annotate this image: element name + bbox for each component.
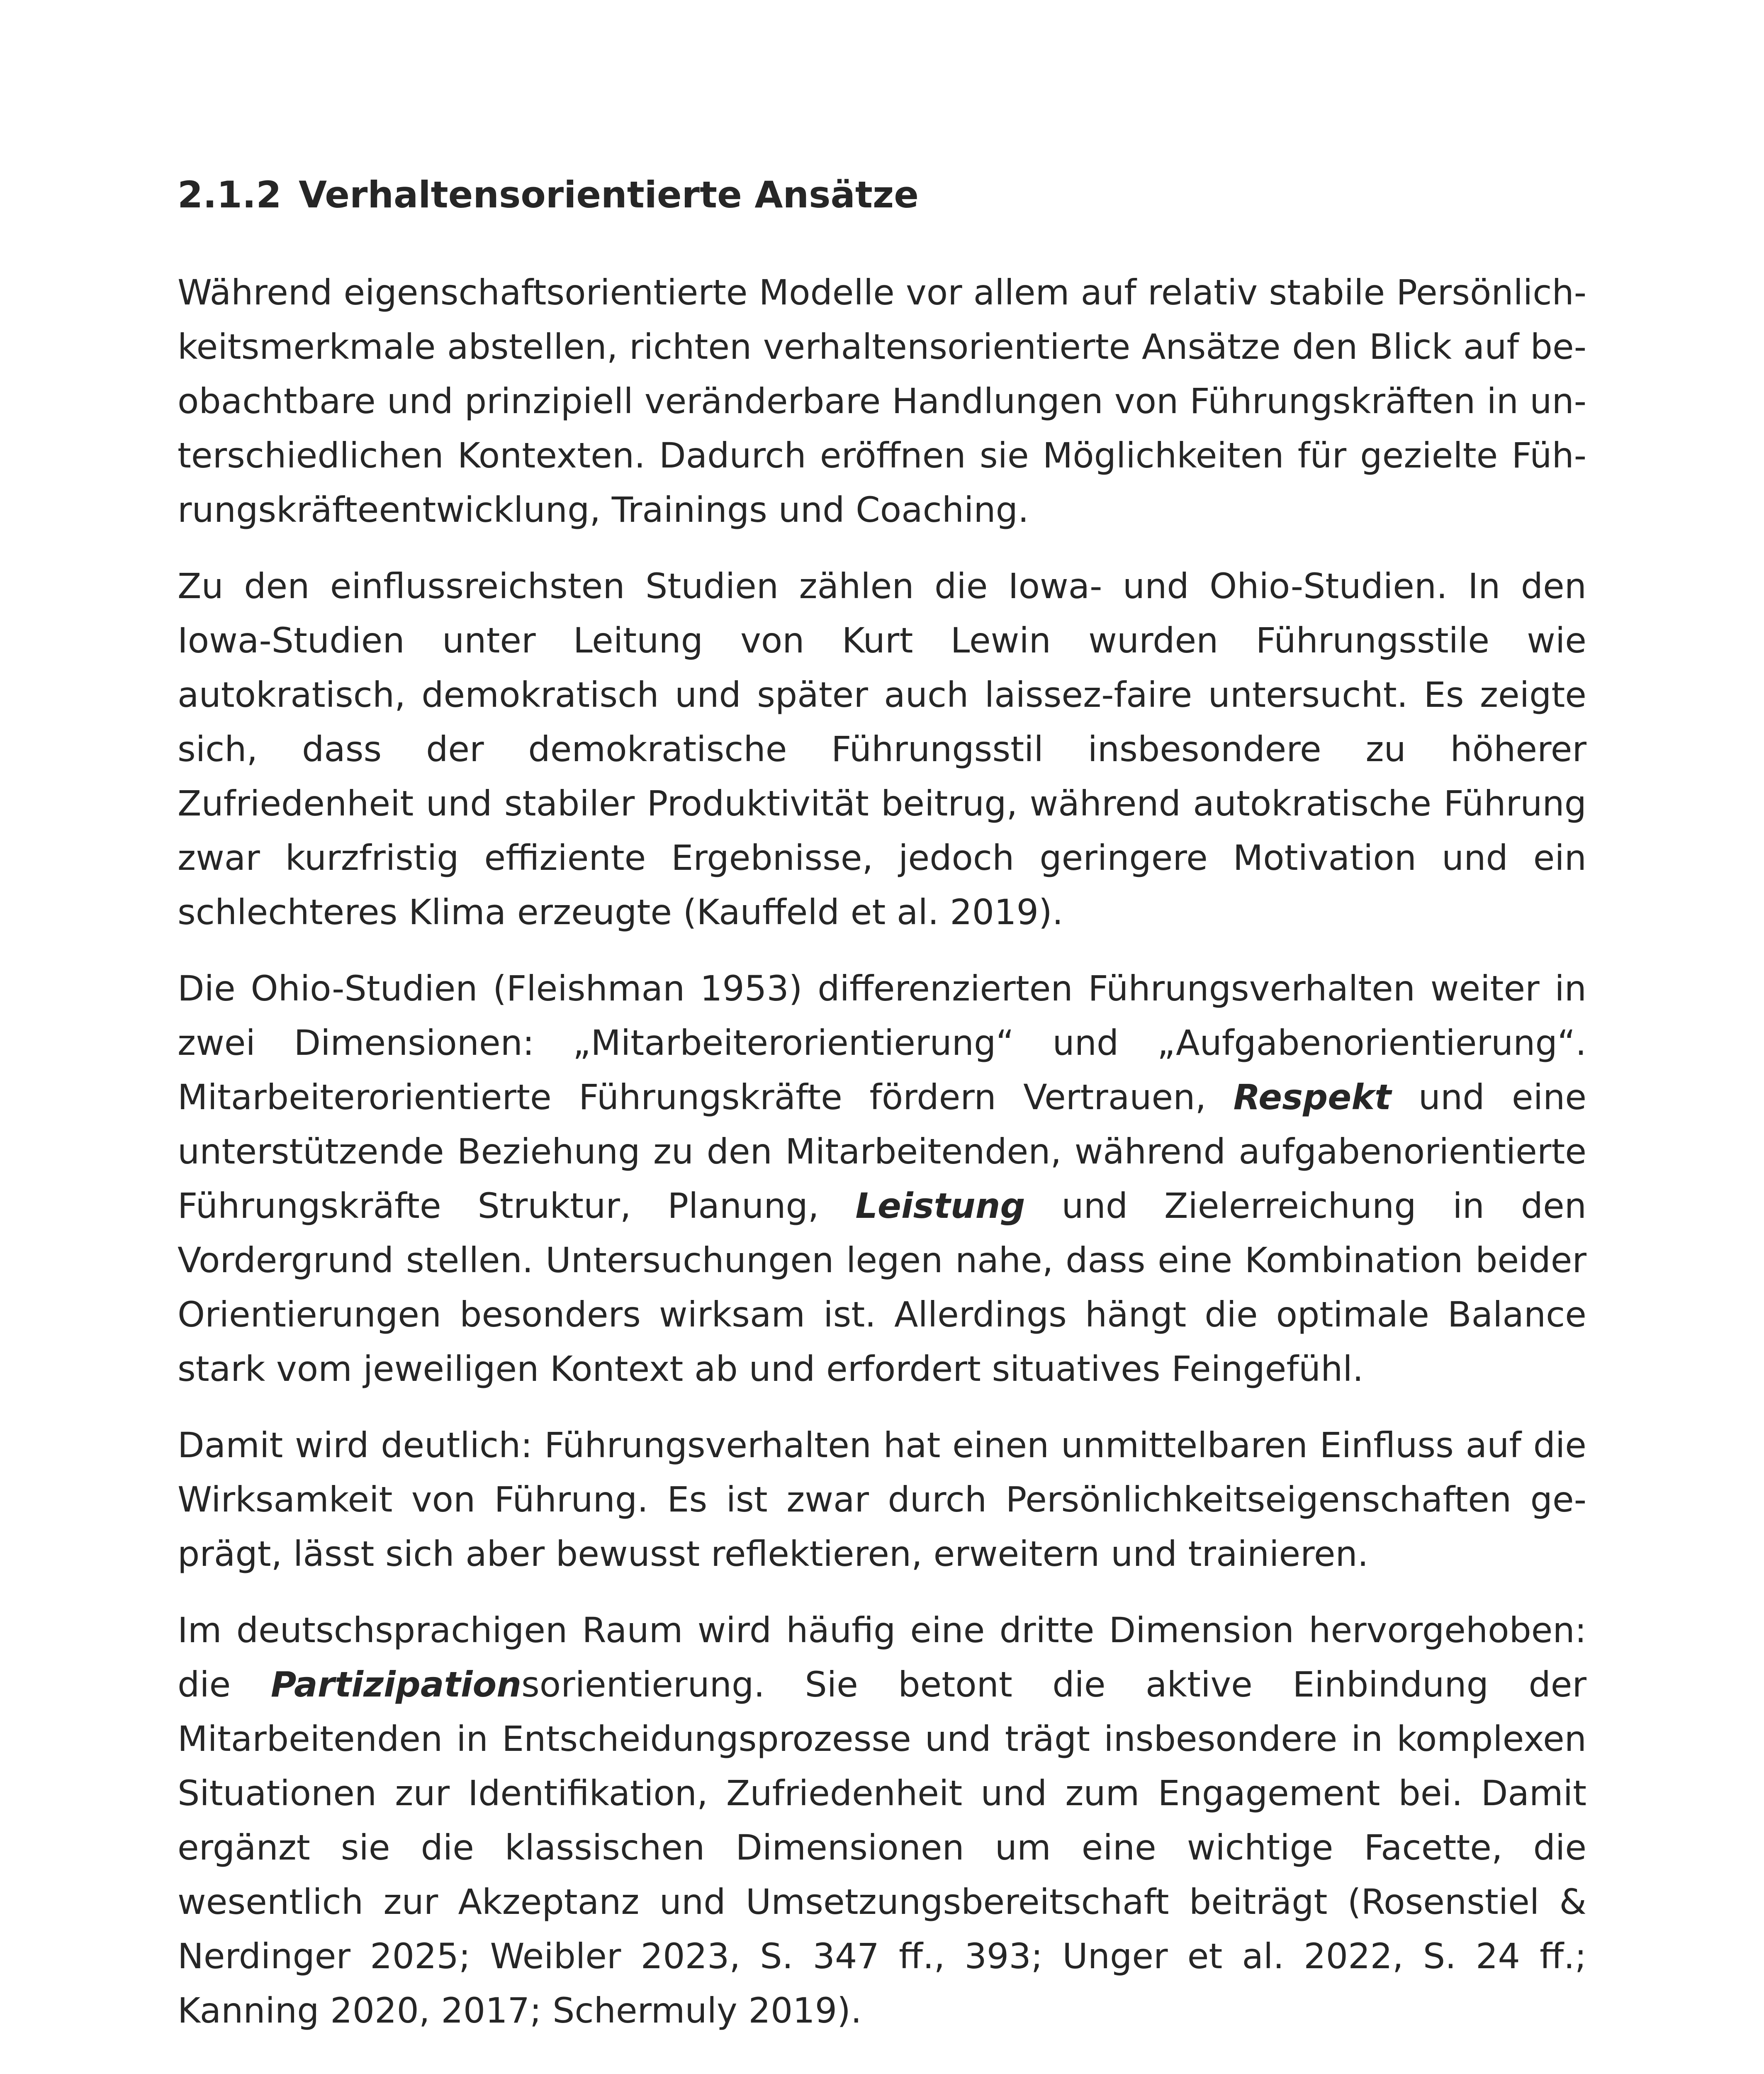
- section-number: 2.1.2: [178, 173, 282, 216]
- paragraph-text: und eine unterstützende Beziehung zu den Mitarbeitenden, während aufgabenorientierte Führungskräfte Struktur, Planung,: [178, 1077, 1586, 1226]
- emphasis-leistung: Leistung: [855, 1185, 1025, 1226]
- paragraph: Während eigenschaftsorientierte Modelle vor allem auf relativ stabile Persönlichkeitsmerkmale abstellen, richten verhaltensorientierte Ansätze den Blick auf beobachtbare und prinzipiell veränderbare Handlungen von Führungskräften in unterschiedlichen Kontexten. Dadurch eröffnen sie Möglichkeiten für gezielte Führungskräfteentwicklung, Trainings und Coaching.: [178, 272, 1586, 530]
- paragraph-text: Die Ohio-Studien (Fleishman 1953) differenzierten Führungsverhalten weiter in zwei Dimensionen: „Mitarbeiterorientierung“ und „Aufgabenorientierung“. Mitarbeiterorientierte Führungskräfte fördern Vertrauen,: [178, 968, 1586, 1117]
- paragraph: Zu den einflussreichsten Studien zählen die Iowa- und Ohio-Studien. In den Iowa-Studien unter Leitung von Kurt Lewin wurden Führungsstile wie autokratisch, demokratisch und später auch laissez-faire untersucht. Es zeigte sich, dass der demokratische Führungsstil insbesondere zu höherer Zufriedenheit und stabiler Produktivität beitrug, während autokratische Führung zwar kurzfristig effiziente Ergebnisse, jedoch geringere Motivation und ein schlechteres Klima erzeugte (Kauffeld et al. 2019).: [178, 566, 1586, 932]
- paragraph: [178, 962, 1586, 1396]
- emphasis-respekt: Respekt: [1233, 1077, 1392, 1117]
- paragraph-text: Im deutschsprachigen Raum wird häufig eine dritte Dimension hervorgehoben: die: [178, 1610, 1586, 1705]
- paragraph: Damit wird deutlich: Führungsverhalten hat einen unmittelbaren Einfluss auf die Wirksamkeit von Führung. Es ist zwar durch Persönlichkeitseigenschaften geprägt, lässt sich aber bewusst reflektieren, erweitern und trainieren.: [178, 1425, 1586, 1574]
- body-text: [178, 265, 1586, 2038]
- section-heading: [178, 164, 1588, 226]
- emphasis-partizipation: Partizipation: [270, 1664, 522, 1705]
- section-title: Verhaltensorientierte Ansätze: [299, 173, 919, 216]
- paragraph-text: sorientierung. Sie betont die aktive Einbindung der Mitarbeitenden in Entscheidungsprozesse und trägt insbesondere in komplexen Situationen zur Identifikation, Zufriedenheit und zum Engagement bei. Damit ergänzt sie die klassischen Dimensionen um eine wichtige Facette, die wesentlich zur Akzeptanz und Umsetzungsbereitschaft beiträgt (Rosenstiel & Nerdinger 2025; Weibler 2023, S. 347 ff., 393; Unger et al. 2022, S. 24 ff.; Kanning 2020, 2017; Schermuly 2019).: [178, 1664, 1586, 2031]
- paragraph-text: und Zielerreichung in den Vordergrund stellen. Untersuchungen legen nahe, dass eine Kombination beider Orientierungen besonders wirksam ist. Allerdings hängt die optimale Balance stark vom jeweiligen Kontext ab und erfordert situatives Feingefühl.: [178, 1185, 1586, 1389]
- paragraph: [178, 1603, 1586, 2038]
